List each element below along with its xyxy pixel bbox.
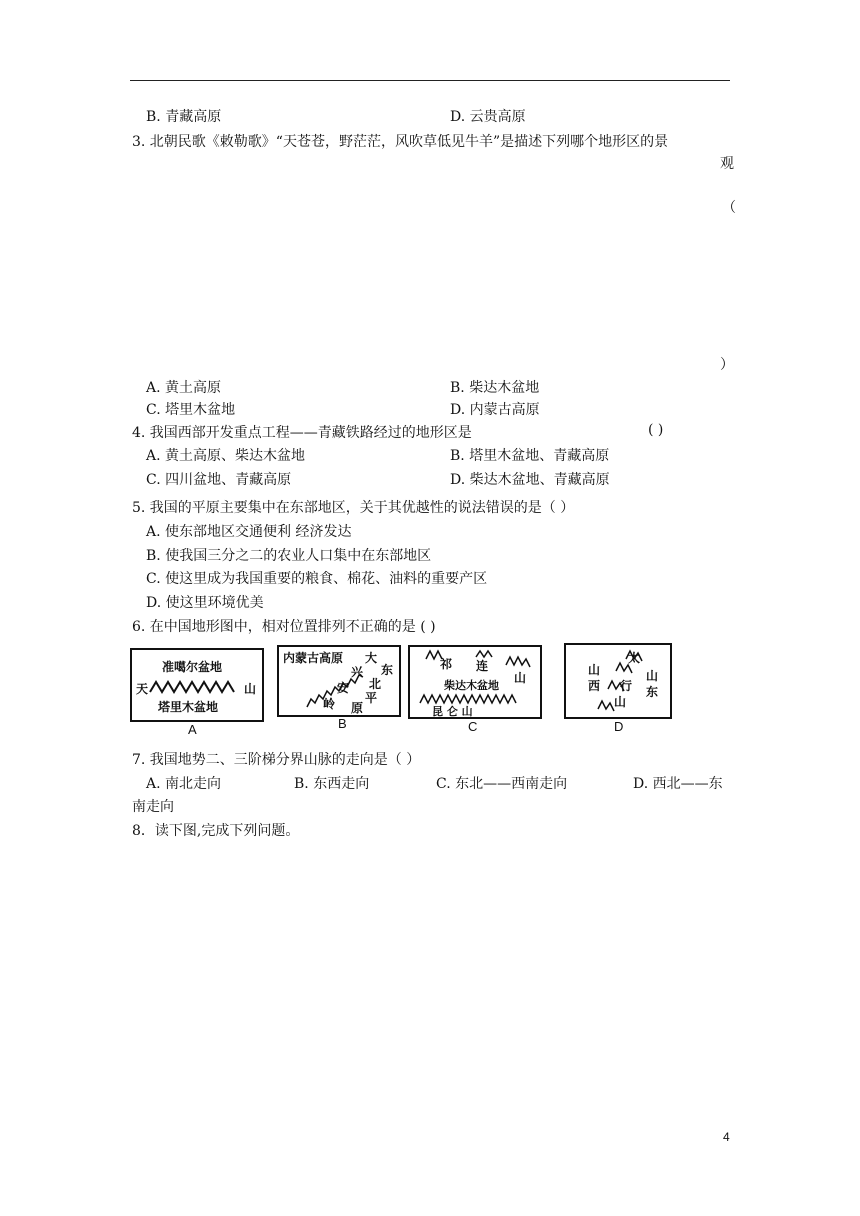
figd-sd2: 东 xyxy=(646,685,659,699)
figb-dong: 东 xyxy=(381,663,394,677)
figa-tarim: 塔里木盆地 xyxy=(158,700,219,714)
figa-caption: A xyxy=(188,722,197,737)
figb-bei: 北 xyxy=(369,677,382,691)
figc-kunlun: 昆 仑 山 xyxy=(432,705,473,718)
figd-shan: 山 xyxy=(588,663,601,677)
q3-option-c: C. 塔里木盆地 xyxy=(146,402,236,418)
figc-shan: 山 xyxy=(514,671,527,685)
header-rule xyxy=(130,80,730,81)
page-number: 4 xyxy=(723,1130,730,1144)
figb-caption: B xyxy=(338,716,347,731)
figb-ping: 平 xyxy=(365,691,378,705)
q6-figure-c xyxy=(408,645,542,719)
figc-qaidam: 柴达木盆地 xyxy=(444,679,499,692)
q3-stem-wrap: 观 xyxy=(720,156,734,172)
q6-figure-a xyxy=(130,648,264,722)
figb-da: 大 xyxy=(365,651,378,665)
figc-qi: 祁 xyxy=(440,657,453,671)
q4-bracket: ( ) xyxy=(648,422,664,438)
figb-xing: 兴 xyxy=(351,665,364,679)
q2-option-b: B. 青藏高原 xyxy=(146,109,222,125)
q3-option-a: A. 黄土高原 xyxy=(146,380,222,396)
q3-option-b: B. 柴达木盆地 xyxy=(450,380,540,396)
q5-option-c: C. 使这里成为我国重要的粮食、棉花、油料的重要产区 xyxy=(146,571,488,587)
figd-hang: 行 xyxy=(620,679,633,693)
q8-stem: 8．读下图,完成下列问题。 xyxy=(132,823,300,839)
q4-stem: 4. 我国西部开发重点工程——青藏铁路经过的地形区是 xyxy=(132,425,472,441)
q6-figure-d xyxy=(564,643,672,719)
q5-stem: 5. 我国的平原主要集中在东部地区，关于其优越性的说法错误的是（ ） xyxy=(132,500,575,516)
q7-option-b: B. 东西走向 xyxy=(294,776,370,792)
q7-option-a: A. 南北走向 xyxy=(146,776,222,792)
figd-shan2: 山 xyxy=(614,695,627,709)
q5-option-a: A. 使东部地区交通便利 经济发达 xyxy=(146,524,352,540)
q2-option-d: D. 云贵高原 xyxy=(450,109,526,125)
q7-option-d: D. 西北——东 xyxy=(633,776,723,792)
q7-stem: 7. 我国地势二、三阶梯分界山脉的走向是（ ） xyxy=(132,752,421,768)
q3-stem: 3. 北朝民歌《敕勒歌》“天苍苍，野茫茫，风吹草低见牛羊”是描述下列哪个地形区的景 xyxy=(132,134,669,150)
q4-option-b: B. 塔里木盆地、青藏高原 xyxy=(450,448,610,464)
q3-option-d: D. 内蒙古高原 xyxy=(450,402,540,418)
figa-tian: 天 xyxy=(136,682,149,696)
q4-option-d: D. 柴达木盆地、青藏高原 xyxy=(450,472,610,488)
q6-stem: 6. 在中国地形图中，相对位置排列不正确的是 ( ) xyxy=(132,619,436,635)
figa-tianshan-mountains xyxy=(150,680,240,694)
figb-plateau: 内蒙古高原 xyxy=(283,651,344,665)
figb-an: 安 xyxy=(337,681,350,695)
figa-junggar: 准噶尔盆地 xyxy=(162,660,223,674)
figa-shan: 山 xyxy=(244,682,257,696)
q6-figure-b xyxy=(277,645,401,717)
figd-tai: 太 xyxy=(628,651,641,665)
q5-option-d: D. 使这里环境优美 xyxy=(146,595,264,611)
figd-sd1: 山 xyxy=(646,669,659,683)
figd-caption: D xyxy=(614,719,624,734)
figc-lian: 连 xyxy=(476,659,489,673)
q4-option-c: C. 四川盆地、青藏高原 xyxy=(146,472,292,488)
q7-option-d-wrap: 南走向 xyxy=(132,799,174,815)
figc-caption: C xyxy=(468,719,478,734)
q7-option-c: C. 东北——西南走向 xyxy=(436,776,568,792)
figb-yuan: 原 xyxy=(351,701,364,715)
q3-bracket-close: ） xyxy=(720,357,734,373)
figb-ling: 岭 xyxy=(323,697,336,711)
q5-option-b: B. 使我国三分之二的农业人口集中在东部地区 xyxy=(146,548,432,564)
q3-bracket-open: （ xyxy=(722,200,736,216)
q4-option-a: A. 黄土高原、柴达木盆地 xyxy=(146,448,306,464)
figd-xi: 西 xyxy=(588,679,601,693)
